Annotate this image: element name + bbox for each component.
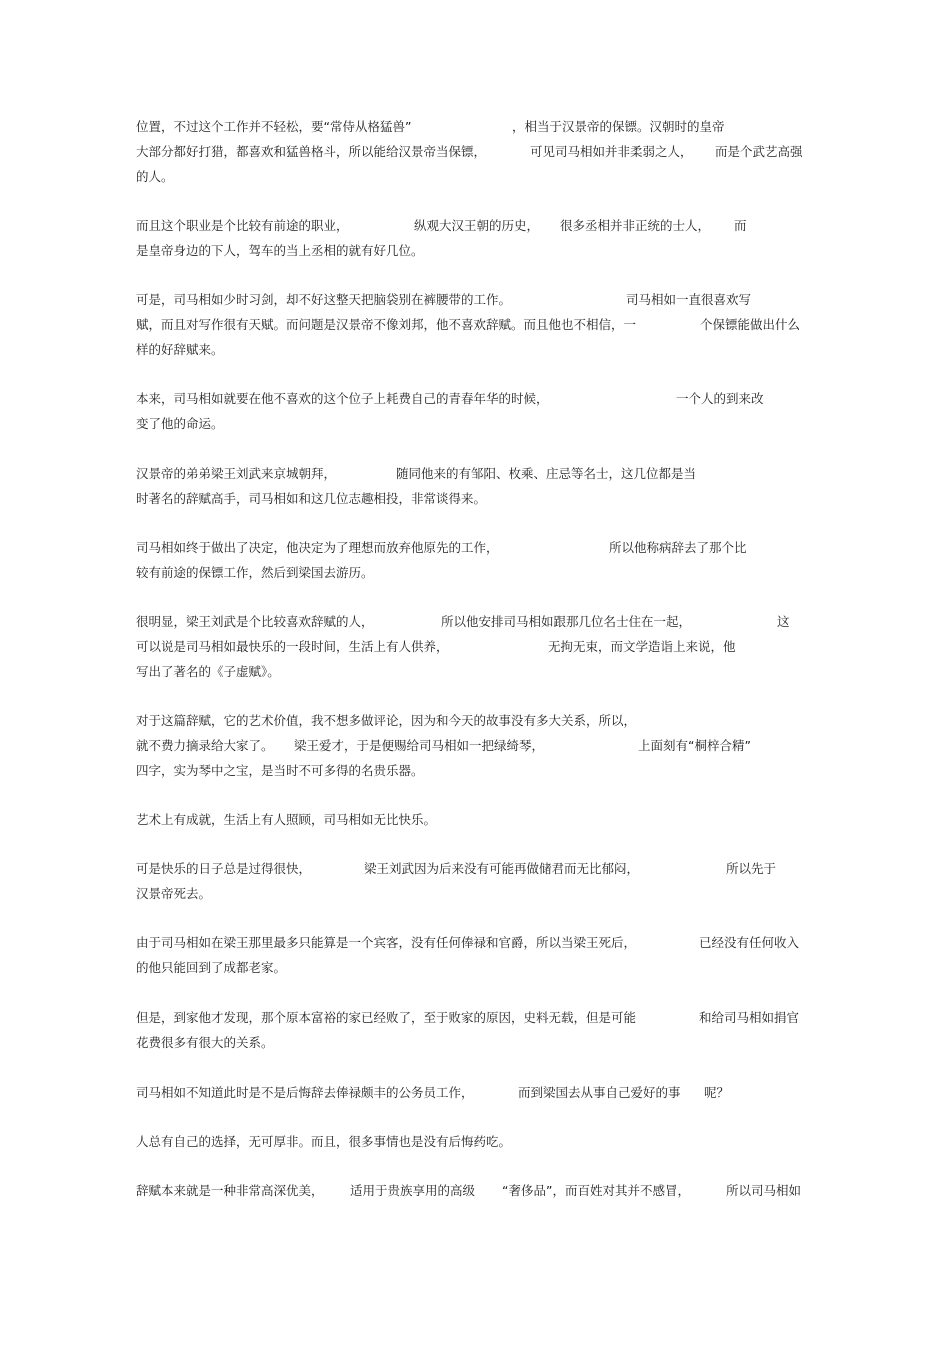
paragraph-11 — [136, 930, 816, 980]
text-line — [136, 659, 816, 684]
text-line — [136, 386, 816, 411]
text-segment: 可是快乐的日子总是过得很快， — [136, 861, 312, 876]
paragraph-1 — [136, 114, 816, 189]
text-segment: 大部分都好打猎，都喜欢和猛兽格斗，所以能给汉景帝当保镖， — [136, 144, 487, 159]
text-line — [136, 287, 816, 312]
text-segment: 艺术上有成就，生活上有人照顾，司马相如无比快乐。 — [136, 812, 437, 827]
text-line — [136, 881, 816, 906]
text-segment: 赋，而且对写作很有天赋。而问题是汉景帝不像刘邦，他不喜欢辞赋。而且他也不相信，一 — [136, 317, 637, 332]
text-line — [136, 1129, 816, 1154]
text-line — [136, 486, 816, 511]
text-segment: 时著名的辞赋高手，司马相如和这几位志趣相投，非常谈得来。 — [136, 491, 487, 506]
text-segment: 梁王刘武因为后来没有可能再做储君而无比郁闷， — [364, 861, 640, 876]
text-segment: 对于这篇辞赋，它的艺术价值，我不想多做评论，因为和今天的故事没有多大关系，所以， — [136, 713, 637, 728]
text-segment: 个保镖能做出什么 — [700, 317, 801, 332]
text-segment: 而 — [734, 218, 747, 233]
text-line — [136, 213, 816, 238]
paragraph-13 — [136, 1080, 816, 1105]
text-segment: 很明显，梁王刘武是个比较喜欢辞赋的人， — [136, 614, 374, 629]
paragraph-9 — [136, 807, 816, 832]
text-segment: 就不费力摘录给大家了。 — [136, 738, 274, 753]
text-segment: 所以先于 — [726, 861, 777, 876]
paragraph-6 — [136, 535, 816, 585]
text-segment: 而是个武艺高强 — [715, 144, 803, 159]
text-segment: 梁王爱才，于是便赐给司马相如一把绿绮琴， — [294, 738, 545, 753]
text-segment: 汉景帝死去。 — [136, 886, 212, 901]
text-line — [136, 1178, 816, 1203]
text-segment: 无拘无束，而文学造诣上来说，他 — [548, 639, 736, 654]
paragraph-10 — [136, 856, 816, 906]
text-segment: 花费很多有很大的关系。 — [136, 1035, 274, 1050]
text-line — [136, 733, 816, 758]
text-segment: 较有前途的保镖工作，然后到梁国去游历。 — [136, 565, 374, 580]
text-segment: 所以司马相如 — [726, 1183, 802, 1198]
text-segment: “奢侈品”，而百姓对其并不感冒， — [502, 1183, 690, 1198]
text-line — [136, 634, 816, 659]
text-segment: 汉景帝的弟弟梁王刘武来京城朝拜， — [136, 466, 337, 481]
text-segment: 呢？ — [704, 1085, 730, 1100]
text-segment: 的人。 — [136, 169, 174, 184]
text-segment: 上面刻有“桐梓合精” — [638, 738, 751, 753]
text-segment: 司马相如一直很喜欢写 — [626, 292, 752, 307]
text-line — [136, 139, 816, 164]
text-line — [136, 955, 816, 980]
text-segment: 可以说是司马相如最快乐的一段时间，生活上有人供养， — [136, 639, 449, 654]
paragraph-4 — [136, 386, 816, 436]
text-line — [136, 337, 816, 362]
text-segment: 这 — [777, 614, 790, 629]
text-segment: 的他只能回到了成都老家。 — [136, 960, 287, 975]
paragraph-8 — [136, 708, 816, 783]
text-segment: 而且这个职业是个比较有前途的职业， — [136, 218, 349, 233]
text-segment: 可是，司马相如少时习剑，却不好这整天把脑袋别在裤腰带的工作。 — [136, 292, 512, 307]
text-line — [136, 708, 816, 733]
paragraph-2 — [136, 213, 816, 263]
text-segment: ，相当于汉景帝的保镖。汉朝时的皇帝 — [512, 119, 725, 134]
text-segment: 适用于贵族享用的高级 — [350, 1183, 476, 1198]
paragraph-3 — [136, 287, 816, 362]
text-line — [136, 312, 816, 337]
text-segment: 写出了著名的《子虚赋》。 — [136, 664, 280, 679]
text-line — [136, 1080, 816, 1105]
text-line — [136, 1005, 816, 1030]
text-line — [136, 807, 816, 832]
text-line — [136, 238, 816, 263]
text-line — [136, 164, 816, 189]
text-segment: 司马相如终于做出了决定，他决定为了理想而放弃他原先的工作， — [136, 540, 499, 555]
text-segment: 而到梁国去从事自己爱好的事 — [518, 1085, 681, 1100]
paragraph-5 — [136, 461, 816, 511]
text-segment: 辞赋本来就是一种非常高深优美， — [136, 1183, 324, 1198]
text-line — [136, 114, 816, 139]
text-line — [136, 930, 816, 955]
text-segment: 纵观大汉王朝的历史， — [414, 218, 540, 233]
text-segment: 可见司马相如并非柔弱之人， — [530, 144, 693, 159]
text-segment: 人总有自己的选择，无可厚非。而且，很多事情也是没有后悔药吃。 — [136, 1134, 512, 1149]
text-segment: 所以他安排司马相如跟那几位名士住在一起， — [441, 614, 692, 629]
text-line — [136, 535, 816, 560]
text-segment: 司马相如不知道此时是不是后悔辞去俸禄颇丰的公务员工作， — [136, 1085, 474, 1100]
text-segment: 变了他的命运。 — [136, 416, 224, 431]
text-segment: 但是，到家他才发现，那个原本富裕的家已经败了，至于败家的原因，史料无载，但是可能 — [136, 1010, 637, 1025]
text-line — [136, 1030, 816, 1055]
text-segment: 很多丞相并非正统的士人， — [560, 218, 711, 233]
text-segment: 本来，司马相如就要在他不喜欢的这个位子上耗费自己的青春年华的时候， — [136, 391, 549, 406]
text-line — [136, 411, 816, 436]
paragraph-14 — [136, 1129, 816, 1154]
text-line — [136, 560, 816, 585]
text-line — [136, 856, 816, 881]
text-line — [136, 758, 816, 783]
text-segment: 已经没有任何收入 — [699, 935, 800, 950]
text-segment: 和给司马相如捐官 — [699, 1010, 800, 1025]
text-line — [136, 461, 816, 486]
text-segment: 一个人的到来改 — [676, 391, 764, 406]
text-segment: 由于司马相如在梁王那里最多只能算是一个宾客，没有任何俸禄和官爵，所以当梁王死后， — [136, 935, 637, 950]
text-segment: 位置，不过这个工作并不轻松，要“常侍从格猛兽” — [136, 119, 412, 134]
text-segment: 随同他来的有邹阳、枚乘、庄忌等名士，这几位都是当 — [396, 466, 697, 481]
paragraph-7 — [136, 609, 816, 684]
paragraph-15 — [136, 1178, 816, 1203]
text-segment: 四字，实为琴中之宝，是当时不可多得的名贵乐器。 — [136, 763, 424, 778]
text-segment: 是皇帝身边的下人，驾车的当上丞相的就有好几位。 — [136, 243, 424, 258]
paragraph-12 — [136, 1005, 816, 1055]
text-segment: 所以他称病辞去了那个比 — [609, 540, 747, 555]
text-segment: 样的好辞赋来。 — [136, 342, 224, 357]
text-line — [136, 609, 816, 634]
